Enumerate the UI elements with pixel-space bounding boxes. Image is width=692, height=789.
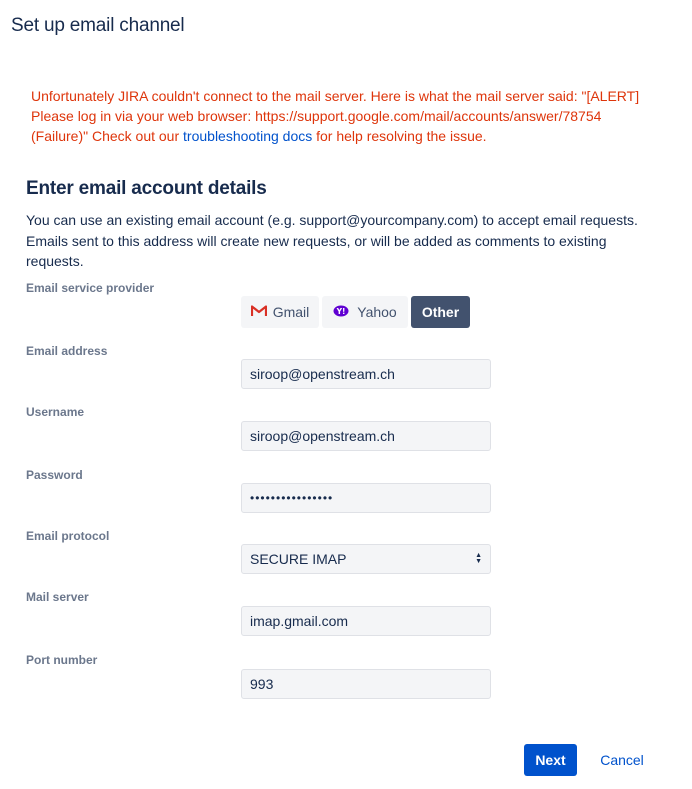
provider-toggle-group [241, 296, 470, 328]
password-input[interactable]: •••••••••••••••• [241, 483, 491, 513]
gmail-icon [251, 304, 267, 320]
port-number-input[interactable]: 993 [241, 669, 491, 699]
email-protocol-value: SECURE IMAP [250, 551, 347, 567]
password-label: Password [26, 468, 83, 482]
mail-server-label: Mail server [26, 590, 89, 604]
username-input[interactable]: siroop@openstream.ch [241, 421, 491, 451]
provider-label: Email service provider [26, 281, 155, 295]
email-address-label: Email address [26, 344, 108, 358]
yahoo-option-button[interactable] [322, 296, 408, 328]
username-label: Username [26, 405, 85, 419]
yahoo-option-label: Yahoo [357, 304, 397, 320]
select-arrows-icon: ▲ ▼ [475, 552, 482, 565]
next-button[interactable]: Next [524, 744, 577, 776]
svg-text:Y!: Y! [336, 306, 346, 316]
cancel-button[interactable]: Cancel [600, 752, 644, 768]
email-protocol-select[interactable] [241, 544, 491, 574]
section-description: You can use an existing email account (e.g. support@yourcompany.com) to accept email requests. Emails sent to this address will create new requests, or will be added as comments to existing requests. [26, 212, 638, 269]
email-address-input[interactable]: siroop@openstream.ch [241, 359, 491, 389]
gmail-option-label: Gmail [272, 304, 310, 320]
error-text-suffix: for help resolving the issue. [312, 128, 487, 144]
gmail-option-button[interactable] [241, 296, 319, 328]
dialog-title: Set up email channel [11, 15, 185, 36]
email-protocol-label: Email protocol [26, 529, 110, 543]
connection-error-message [31, 86, 651, 146]
other-option-label: Other [421, 304, 460, 320]
port-number-label: Port number [26, 653, 98, 667]
yahoo-icon [333, 304, 351, 320]
section-title: Enter email account details [26, 178, 267, 199]
mail-server-input[interactable]: imap.gmail.com [241, 606, 491, 636]
troubleshooting-docs-link[interactable]: troubleshooting docs [183, 128, 313, 144]
error-text: Unfortunately JIRA couldn't connect to the mail server. Here is what the mail server said: "[ALERT] Please log in via your web browser: https://support.google.com/mail/accounts/answer/78754 (Failure)" Check out our [31, 88, 640, 144]
other-option-button[interactable] [411, 296, 470, 328]
